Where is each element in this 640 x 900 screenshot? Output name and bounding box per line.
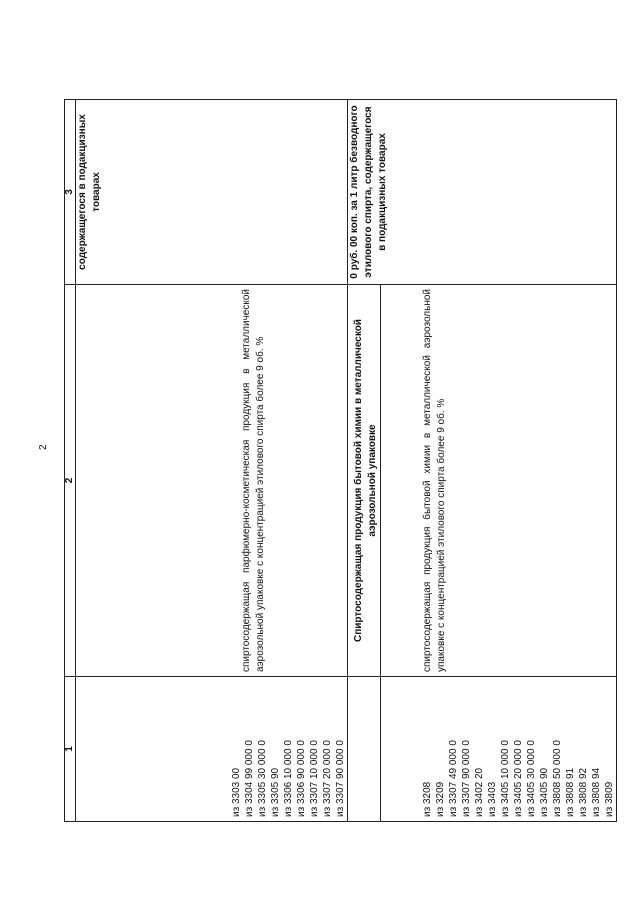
code-item: из 3208 (422, 781, 433, 817)
table-row (76, 100, 348, 822)
tax-rate: 0 руб. 00 коп. за 1 литр безводного этилового спирта, содержащегося в подакцизных товарах (349, 105, 388, 279)
code-item: из 3403 (487, 781, 498, 817)
code-item: из 3808 94 (591, 767, 602, 817)
code-item: из 3303 00 (231, 767, 242, 817)
code-item: из 3808 92 (578, 767, 589, 817)
product-description: спиртосодержащая продукция бытовой химии в металлической аэрозольной упаковке с концентрацией этилового спирта более 9 об. % (422, 289, 447, 672)
code-item: из 3209 (435, 781, 446, 817)
code-list (381, 677, 617, 822)
code-item: из 3405 10 000 0 (500, 740, 511, 817)
description-cell (381, 285, 617, 677)
code-item: из 3305 30 000 0 (257, 740, 268, 817)
rate-continuation: содержащегося в подакцизных товарах (77, 114, 102, 270)
table-row (348, 100, 381, 822)
code-item: из 3405 20 000 0 (513, 740, 524, 817)
code-item: из 3306 90 000 0 (296, 740, 307, 817)
rate-cell (348, 100, 617, 285)
code-item: из 3307 20 000 0 (322, 740, 333, 817)
code-list (76, 677, 348, 822)
header-row (65, 100, 76, 822)
page-number: 2 (38, 444, 49, 450)
code-item: из 3405 90 (539, 767, 550, 817)
empty-cell (348, 677, 381, 822)
rotated-page (38, 100, 615, 822)
section-heading: Спиртосодержащая продукция бытовой химии в металлической аэрозольной упаковке (353, 319, 378, 642)
code-item: из 3307 49 000 0 (448, 740, 459, 817)
code-item: из 3307 90 000 0 (335, 740, 346, 817)
code-item: из 3305 90 (270, 767, 281, 817)
header-col-2: 2 (65, 285, 76, 677)
header-col-3: 3 (65, 100, 76, 285)
header-col-1: 1 (65, 677, 76, 822)
code-item: из 3306 10 000 0 (283, 740, 294, 817)
code-item: из 3402 20 (474, 767, 485, 817)
code-item: из 3809 (604, 781, 615, 817)
code-item: из 3307 90 000 0 (461, 740, 472, 817)
code-item: из 3808 50 000 0 (552, 740, 563, 817)
description-cell (76, 285, 348, 677)
code-item: из 3304 99 000 0 (244, 740, 255, 817)
heading-cell (348, 285, 381, 677)
code-item: из 3307 10 000 0 (309, 740, 320, 817)
code-item: из 3405 30 000 0 (526, 740, 537, 817)
product-description: спиртосодержащая парфюмерно-косметическая продукция в металлической аэрозольной упаковке с концентрацией этилового спирта более 9 об. % (241, 289, 266, 672)
excise-table (64, 99, 617, 822)
code-item: из 3808 91 (565, 767, 576, 817)
rate-cell (76, 100, 348, 285)
